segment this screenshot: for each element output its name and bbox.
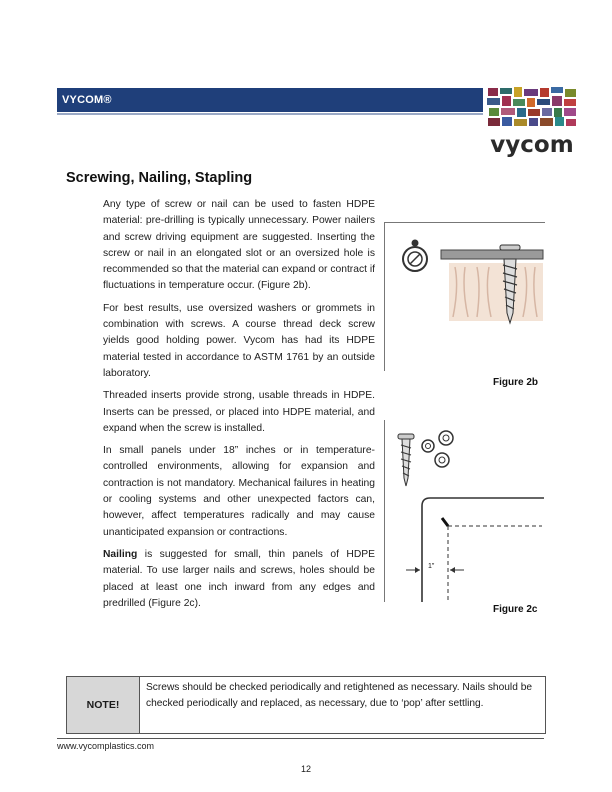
nailing-lead: Nailing [103,548,138,560]
note-box [66,676,546,734]
page-number: 12 [300,764,311,774]
body-column [103,197,375,618]
paragraph-5 [103,547,375,612]
header-banner [57,88,483,112]
footer-url: www.vycomplastics.com [57,741,155,751]
figure-2b-frame [384,222,545,371]
paragraph-1: Any type of screw or nail can be used to fasten HDPE material: pre-drilling is typically unnecessary. Power nailers and screw driving equipment are suggested. Inserting the screw or nail in an elongated slot or an oversized hole is recommended so that the material can expand or contract if fluctuations in temperature occur. (Figure 2b). [103,199,375,292]
note-text: Screws should be checked periodically and retightened as necessary. Nails should be checked periodically and replaced, as necessary, due to ‘pop’ after settling. [146,682,533,709]
figure-2c-dimension: 1" [428,563,435,570]
figure-2c-illustration [384,420,544,602]
paragraph-5-rest: is suggested for small, thin panels of HDPE material. To use larger nails and screws, holes should be placed at least one inch inward from any edges and predrilled (Figure 2c). [103,548,375,609]
paragraph-2: For best results, use oversized washers or grommets in combination with screws. A course thread deck screw yields good holding power. Vycom has had its HDPE material tested in accordance to ASTM 1761 by an outside laboratory. [103,302,375,379]
note-label: NOTE! [67,677,140,733]
figure-2c-caption: Figure 2c [493,604,538,615]
header-rule [57,113,483,115]
figure-2b-illustration [385,223,545,371]
footer-rule [57,738,544,739]
paragraph-3: Threaded inserts provide strong, usable threads in HDPE. Inserts can be pressed, or placed into HDPE material, and expand when the screw is installed. [103,390,375,434]
figure-2b-caption: Figure 2b [493,377,539,388]
logo-wordmark: vycom [490,132,574,158]
section-title: Screwing, Nailing, Stapling [66,170,253,186]
brand-name: VYCOM® [62,94,112,106]
figure-2c-frame [384,420,544,602]
paragraph-4: In small panels under 18” inches or in temperature-controlled environments, allowing for expansion and contraction is not mandatory. Mechanical failures in heating or cooling systems and other unexpected factors can, however, affect temperatures radically and may cause unanticipated expansion or contractions. [103,445,375,538]
